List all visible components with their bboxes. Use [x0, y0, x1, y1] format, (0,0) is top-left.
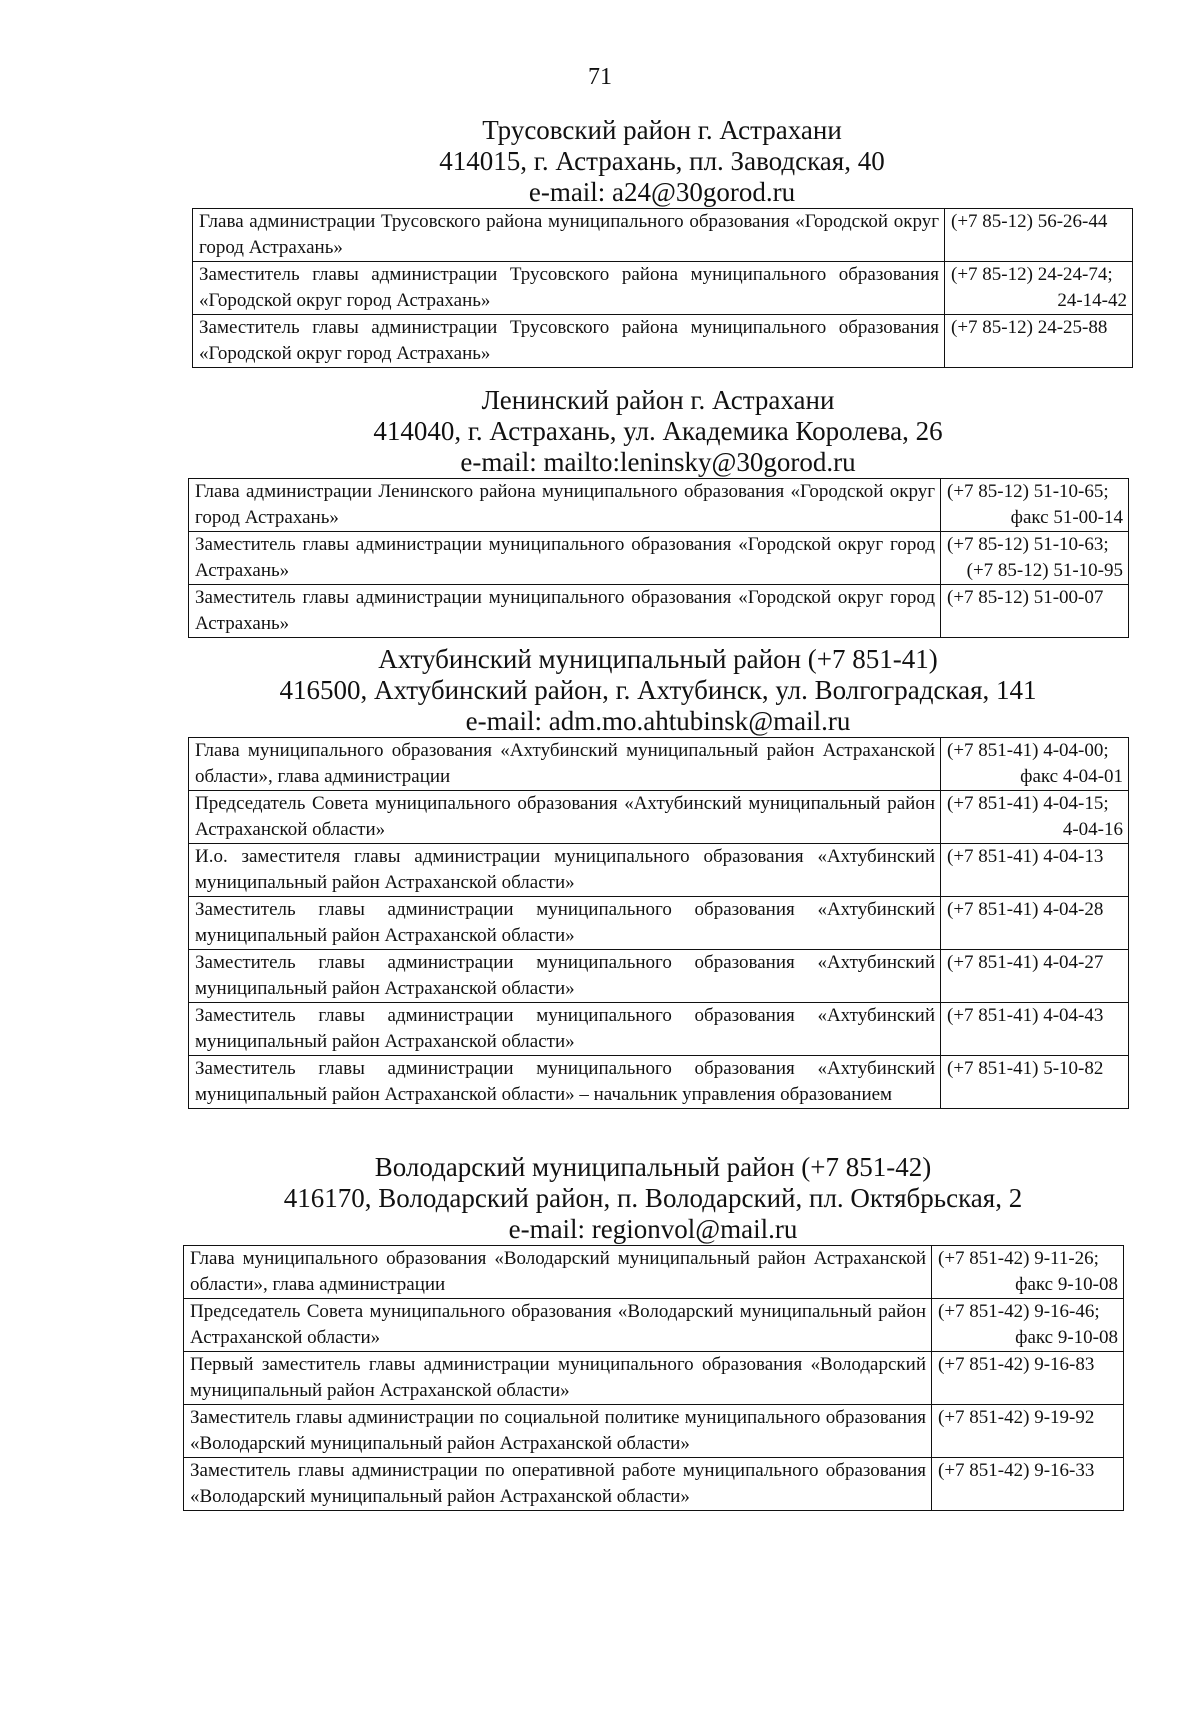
position-cell: Глава муниципального образования «Ахтубинский муниципальный район Астраханской области», глава администрации — [189, 738, 941, 791]
section-address: 414040, г. Астрахань, ул. Академика Королева, 26 — [373, 416, 943, 446]
position-cell: Заместитель главы администрации по социальной политике муниципального образования «Володарский муниципальный район Астраханской области» — [184, 1405, 932, 1458]
table-row — [189, 479, 1129, 532]
section-title: Володарский муниципальный район (+7 851-42) — [374, 1152, 932, 1182]
phone-number: (+7 851-42) 9-16-33 — [938, 1460, 1095, 1481]
section-email: e-mail: mailto:leninsky@30gorod.ru — [460, 447, 856, 477]
position-cell: Заместитель главы администрации муниципального образования «Городской округ город Астрахань» — [189, 532, 941, 585]
section-volodarsky — [183, 1152, 1123, 1511]
table-row — [193, 262, 1133, 315]
phone-number: (+7 85-12) 24-24-74; — [951, 264, 1113, 285]
phone-number-secondary: факс 9-10-08 — [1015, 1274, 1118, 1295]
phone-number: (+7 85-12) 56-26-44 — [951, 211, 1108, 232]
phone-number-secondary: факс 51-00-14 — [1010, 507, 1123, 528]
section-title: Ленинский район г. Астрахани — [481, 385, 835, 415]
phone-cell — [941, 585, 1129, 638]
position-cell: И.о. заместителя главы администрации муниципального образования «Ахтубинский муниципальный район Астраханской области» — [189, 844, 941, 897]
contacts-table — [192, 208, 1133, 368]
position-cell: Заместитель главы администрации Трусовского района муниципального образования «Городской округ город Астрахань» — [193, 315, 945, 368]
phone-number: (+7 85-12) 51-00-07 — [947, 587, 1104, 608]
table-row — [184, 1458, 1124, 1511]
section-akhtubinsky — [188, 644, 1128, 1109]
phone-number: (+7 85-12) 51-10-63; — [947, 534, 1109, 555]
phone-number-secondary: факс 4-04-01 — [1020, 766, 1123, 787]
table-row — [193, 209, 1133, 262]
phone-number: (+7 851-41) 4-04-15; — [947, 793, 1109, 814]
table-row — [189, 585, 1129, 638]
phone-number: (+7 851-42) 9-16-83 — [938, 1354, 1095, 1375]
table-row — [193, 315, 1133, 368]
table-row — [189, 950, 1129, 1003]
phone-number-secondary: (+7 85-12) 51-10-95 — [966, 560, 1123, 581]
section-email: e-mail: regionvol@mail.ru — [508, 1214, 798, 1244]
position-cell: Заместитель главы администрации Трусовского района муниципального образования «Городской округ город Астрахань» — [193, 262, 945, 315]
table-row — [189, 532, 1129, 585]
table-row — [189, 1056, 1129, 1109]
position-cell: Председатель Совета муниципального образования «Володарский муниципальный район Астраханской области» — [184, 1299, 932, 1352]
phone-cell — [941, 844, 1129, 897]
phone-number: (+7 851-41) 4-04-00; — [947, 740, 1109, 761]
phone-cell — [932, 1458, 1124, 1511]
section-email: e-mail: a24@30gorod.ru — [528, 177, 796, 207]
section-address: 414015, г. Астрахань, пл. Заводская, 40 — [439, 146, 885, 176]
contacts-table — [188, 737, 1129, 1109]
table-row — [184, 1299, 1124, 1352]
section-address: 416500, Ахтубинский район, г. Ахтубинск, ул. Волгоградская, 141 — [279, 675, 1037, 705]
phone-cell — [941, 950, 1129, 1003]
table-row — [184, 1246, 1124, 1299]
position-cell: Заместитель главы администрации муниципального образования «Городской округ город Астрахань» — [189, 585, 941, 638]
section-title: Ахтубинский муниципальный район (+7 851-41) — [378, 644, 938, 674]
contacts-table — [183, 1245, 1124, 1511]
phone-cell — [945, 315, 1133, 368]
phone-cell — [941, 897, 1129, 950]
phone-number: (+7 851-42) 9-16-46; — [938, 1301, 1100, 1322]
phone-number-secondary: 4-04-16 — [1062, 819, 1123, 840]
table-row — [189, 738, 1129, 791]
position-cell: Председатель Совета муниципального образования «Ахтубинский муниципальный район Астраханской области» — [189, 791, 941, 844]
position-cell: Глава муниципального образования «Володарский муниципальный район Астраханской области», глава администрации — [184, 1246, 932, 1299]
section-leninsky — [188, 385, 1128, 638]
position-cell: Глава администрации Ленинского района муниципального образования «Городской округ город Астрахань» — [189, 479, 941, 532]
phone-number: (+7 851-41) 4-04-13 — [947, 846, 1104, 867]
position-cell: Глава администрации Трусовского района муниципального образования «Городской округ город Астрахань» — [193, 209, 945, 262]
phone-number: (+7 85-12) 24-25-88 — [951, 317, 1108, 338]
table-row — [189, 791, 1129, 844]
phone-cell — [932, 1405, 1124, 1458]
contacts-table — [188, 478, 1129, 638]
table-row — [184, 1352, 1124, 1405]
section-address: 416170, Володарский район, п. Володарский, пл. Октябрьская, 2 — [283, 1183, 1023, 1213]
table-row — [189, 1003, 1129, 1056]
phone-cell — [945, 209, 1133, 262]
section-email: e-mail: adm.mo.ahtubinsk@mail.ru — [465, 706, 851, 736]
position-cell: Заместитель главы администрации муниципального образования «Ахтубинский муниципальный район Астраханской области» — [189, 1003, 941, 1056]
phone-number: (+7 851-42) 9-11-26; — [938, 1248, 1099, 1269]
table-row — [184, 1405, 1124, 1458]
position-cell: Первый заместитель главы администрации муниципального образования «Володарский муниципальный район Астраханской области» — [184, 1352, 932, 1405]
phone-number: (+7 851-41) 4-04-43 — [947, 1005, 1104, 1026]
phone-number: (+7 851-41) 5-10-82 — [947, 1058, 1104, 1079]
phone-cell — [945, 262, 1133, 315]
position-cell: Заместитель главы администрации муниципального образования «Ахтубинский муниципальный район Астраханской области» — [189, 897, 941, 950]
phone-cell — [932, 1299, 1124, 1352]
position-cell: Заместитель главы администрации муниципального образования «Ахтубинский муниципальный район Астраханской области» — [189, 950, 941, 1003]
phone-number: (+7 851-42) 9-19-92 — [938, 1407, 1095, 1428]
page-number: 71 — [588, 64, 612, 90]
section-trusovsky — [192, 115, 1132, 368]
phone-number-secondary: факс 9-10-08 — [1015, 1327, 1118, 1348]
phone-cell — [941, 1003, 1129, 1056]
phone-cell — [941, 532, 1129, 585]
phone-cell — [932, 1246, 1124, 1299]
phone-cell — [941, 479, 1129, 532]
table-row — [189, 844, 1129, 897]
phone-number-secondary: 24-14-42 — [1057, 290, 1127, 311]
section-title: Трусовский район г. Астрахани — [482, 115, 842, 145]
phone-cell — [941, 791, 1129, 844]
table-row — [189, 897, 1129, 950]
position-cell: Заместитель главы администрации по оперативной работе муниципального образования «Володарский муниципальный район Астраханской области» — [184, 1458, 932, 1511]
phone-number: (+7 851-41) 4-04-27 — [947, 952, 1104, 973]
phone-number: (+7 85-12) 51-10-65; — [947, 481, 1109, 502]
phone-cell — [941, 738, 1129, 791]
phone-cell — [941, 1056, 1129, 1109]
phone-number: (+7 851-41) 4-04-28 — [947, 899, 1104, 920]
phone-cell — [932, 1352, 1124, 1405]
position-cell: Заместитель главы администрации муниципального образования «Ахтубинский муниципальный район Астраханской области» – начальник управления образованием — [189, 1056, 941, 1109]
